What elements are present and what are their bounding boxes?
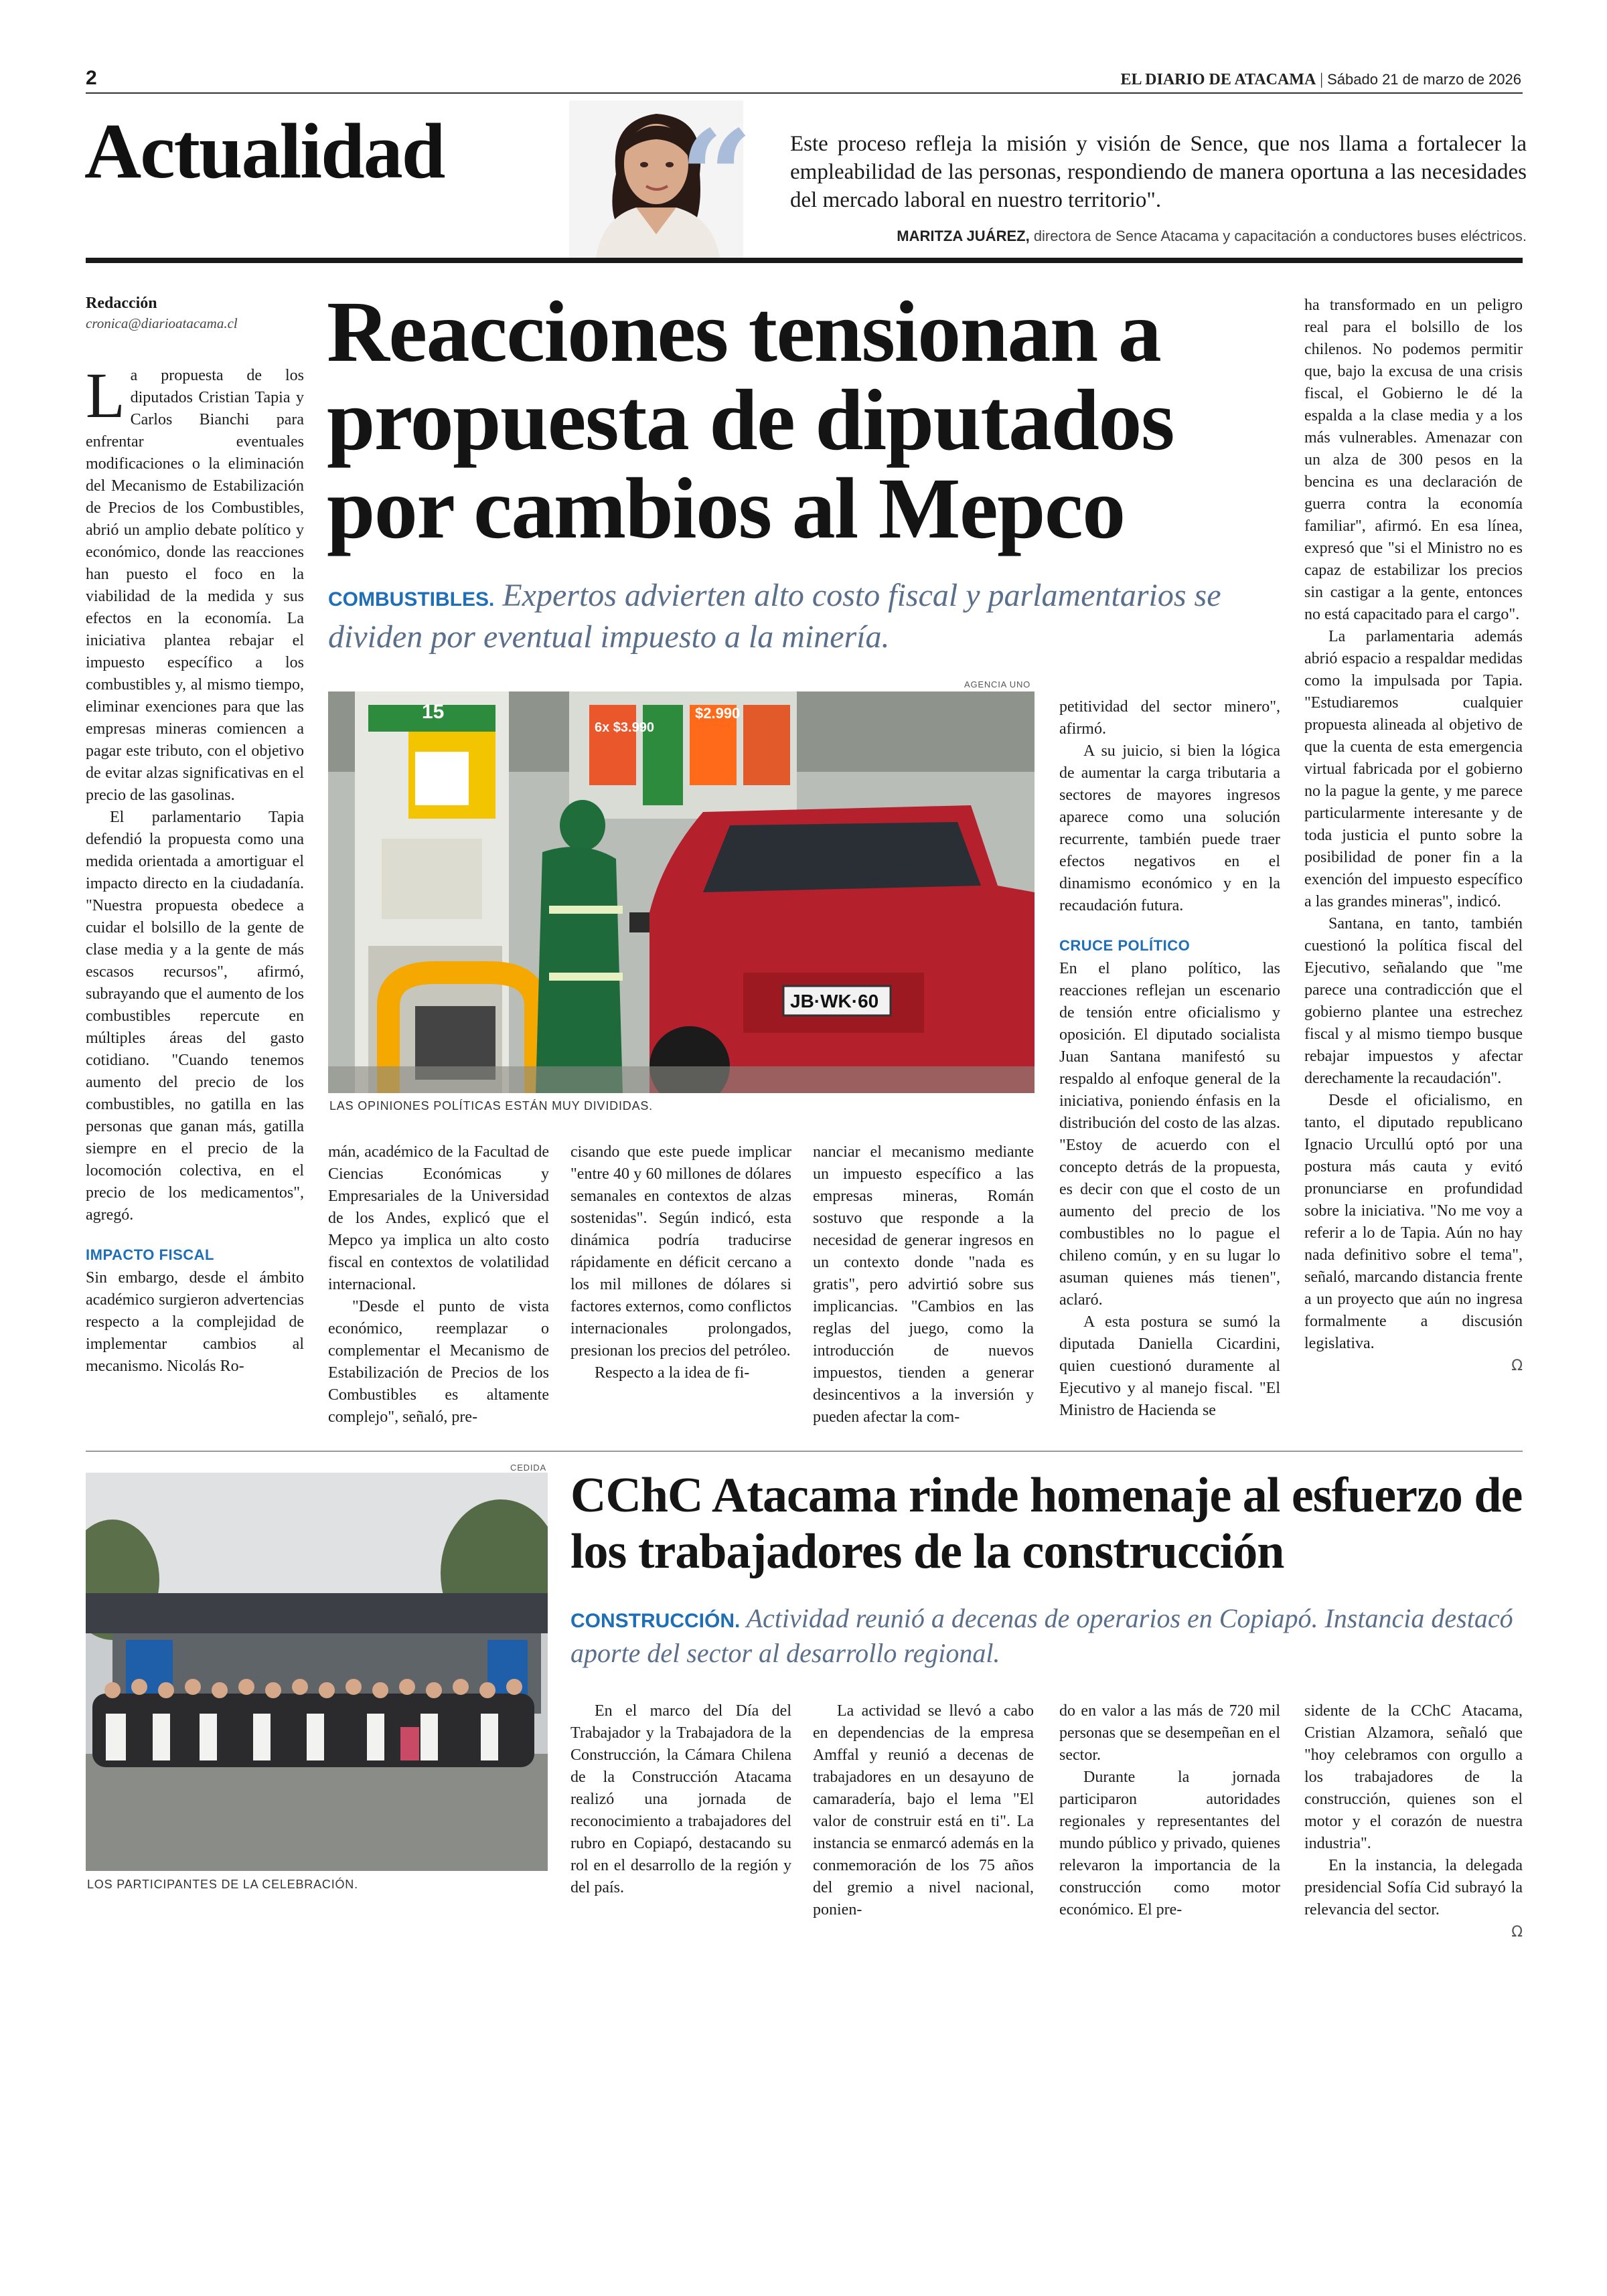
license-plate: JB·WK·60 <box>790 991 879 1011</box>
deck <box>328 577 1292 656</box>
byline <box>86 295 300 332</box>
article2-photo <box>86 1473 548 1871</box>
article2-kicker: CONSTRUCCIÓN. <box>570 1610 741 1632</box>
article1-paragraph: nanciar el mecanismo mediante un impuesto específico a las empresas mineras, Román sostuvo que responde a la necesidad de generar ingresos en un contexto donde "nada es gratis", pero advirtió sobre sus implicancias. "Cambios en las reglas del juego, como la introducción de nuevos impuestos, tienden a generar desincentivos a la inversión y pueden afectar la com- <box>813 1143 1034 1426</box>
article1-column-5 <box>1059 696 1280 1422</box>
article1-paragraph: ha transformado en un peligro real para el bolsillo de los chilenos. No podemos permitir que, bajo la excusa de una crisis fiscal, el Gobierno le dé la espalda a la clase media y a los más vulnerables. Amenazar con un alza de 300 pesos en la bencina es una declaración de guerra contra la economía familiar", afirmó. En esa línea, expresó que "si el Ministro no es capaz de estabilizar los precios sin castigar a la gente, entonces no está capacitado para el cargo". <box>1304 297 1523 623</box>
article2-column-2 <box>813 1700 1034 1921</box>
article2-paragraph: En la instancia, la delegada presidencial Sofía Cid subrayó la relevancia del sector. <box>1304 1857 1523 1918</box>
article1-paragraph: Respecto a la idea de fi- <box>595 1364 750 1382</box>
article1-paragraph: A esta postura se sumó la diputada Daniella Cicardini, quien cuestionó duramente al Ejecutivo y al manejo fiscal. "El Ministro de Hacienda se <box>1059 1313 1280 1419</box>
byline-author: Redacción <box>86 295 157 312</box>
photo2-credit: CEDIDA <box>510 1463 546 1473</box>
article1-paragraph: En el plano político, las reacciones reflejan un escenario de tensión entre oficialismo y oposición. El diputado socialista Juan Santana manifestó su respaldo al enfoque general de la iniciativa, poniendo énfasis en la distribución del costo de las alzas. "Estoy de acuerdo con el concepto detrás de la propuesta, es decir con que el costo de un aumento del precio de los combustibles no lo pague el chileno común, y en su lugar lo asuman quienes más tienen", aclaró. <box>1059 960 1280 1309</box>
article1-column-3 <box>570 1141 791 1384</box>
article1-paragraph: "Desde el punto de vista económico, reemplazar o complementar el Mecanismo de Estabilización de Precios de los Combustibles es altamente complejo", señaló, pre- <box>328 1298 549 1426</box>
byline-email: cronica@diarioatacama.cl <box>86 315 238 331</box>
quote-mark-icon: “ <box>680 102 753 252</box>
subhead-cruce-politico: CRUCE POLÍTICO <box>1059 937 1191 954</box>
sign-promo: 15 <box>422 701 445 723</box>
article2-paragraph: Durante la jornada participaron autoridades regionales y representantes del mundo público y privado, quienes relevaron la importancia de la construcción como motor económico. El pre- <box>1059 1769 1280 1918</box>
article1-paragraph: Sin embargo, desde el ámbito académico surgieron advertencias respecto a la complejidad de implementar cambios al mecanismo. Nicolás Ro- <box>86 1269 304 1375</box>
header-rule <box>86 92 1523 94</box>
article2-paragraph: En el marco del Día del Trabajador y la Trabajadora de la Construcción, la Cámara Chilena de la Construcción Atacama realizó una jornada de reconocimiento a trabajadores del rubro en Copiapó, destacando su rol en el desarrollo de la región y del país. <box>570 1702 791 1896</box>
article1-column-4 <box>813 1141 1034 1428</box>
sign-price-1: $2.990 <box>695 705 741 722</box>
article2-deck <box>570 1603 1521 1669</box>
group-photo <box>86 1473 548 1871</box>
subhead-impacto-fiscal: IMPACTO FISCAL <box>86 1246 214 1263</box>
article1-paragraph: cisando que este puede implicar "entre 40 y 60 millones de dólares semanales en contextos de alzas sostenidas". Según indicó, esta dinámica podría traducirse rápidamente en déficit cercano a los mil millones de dólares si factores externos, como conflictos internacionales prolongados, presionan los precios del petróleo. <box>570 1143 791 1360</box>
article-photo <box>328 691 1035 1093</box>
masthead-line <box>1120 71 1521 89</box>
article1-column-6 <box>1304 295 1523 1377</box>
article2-column-4 <box>1304 1700 1523 1943</box>
article1-column-1 <box>86 359 304 1378</box>
article1-paragraph: mán, académico de la Facultad de Ciencias Económicas y Empresariales de la Universidad de los Andes, explicó que el Mepco ya implica un alto costo fiscal en contextos de volatilidad internacional. <box>328 1143 549 1293</box>
photo-credit: AGENCIA UNO <box>964 679 1031 689</box>
photo-caption: LAS OPINIONES POLÍTICAS ESTÁN MUY DIVIDIDAS. <box>329 1099 653 1113</box>
article1-paragraph: A su juicio, si bien la lógica de aumentar la carga tributaria a sectores de mayores ingresos aparece como una solución recurrente, también puede traer efectos negativos en el dinamismo económico y en la recaudación futura. <box>1059 742 1280 914</box>
deck-text: Expertos advierten alto costo fiscal y parlamentarios se dividen por eventual impuesto a la minería. <box>328 578 1221 655</box>
section-rule <box>86 258 1523 263</box>
article1-lead-paragraph <box>86 359 304 807</box>
header-date: Sábado 21 de marzo de 2026 <box>1327 71 1521 88</box>
gas-station-photo <box>328 691 1035 1093</box>
newspaper-name: EL DIARIO DE ATACAMA <box>1120 71 1316 88</box>
article1-paragraph: El parlamentario Tapia defendió la propuesta como una medida orientada a amortiguar el impacto directo en la ciudadanía. "Nuestra propuesta obedece a cuidar el bolsillo de la gente de clase media y a la gente de más escasos recursos", afirmó, subrayando que el aumento de los combustibles repercute en múltiples áreas del gasto cotidiano. "Cuando tenemos aumento del precio de los combustibles, no gatilla en las personas que ganan más, gatilla siempre en el precio de la locomoción colectiva, en el precio de los medicamentos", agregó. <box>86 809 304 1224</box>
article2-paragraph: sidente de la CChC Atacama, Cristian Alzamora, señaló que "hoy celebramos con orgullo a los trabajadores de la construcción, quienes son el motor y el corazón de nuestra industria". <box>1304 1702 1523 1852</box>
article1-paragraph: La parlamentaria además abrió espacio a respaldar medidas como la impulsada por Tapia. "Estudiaremos cualquier propuesta alineada al objetivo de que la cuenta de esta emergencia virtual fabricada por el gobierno no la pague la gente, y me parece particularmente interesante y de toda justicia el punto sobre la posibilidad de poner fin a la exención del impuesto específico a las grandes mineras", indicó. <box>1304 628 1523 910</box>
photo2-caption: LOS PARTICIPANTES DE LA CELEBRACIÓN. <box>87 1878 358 1891</box>
section-title: Actualidad <box>84 107 445 195</box>
article1-column-2 <box>328 1141 549 1428</box>
header-separator: | <box>1320 71 1328 88</box>
deck-kicker: COMBUSTIBLES. <box>328 588 495 610</box>
sign-price-2: 6x $3.990 <box>595 720 654 735</box>
quote-author: MARITZA JUÁREZ, <box>897 228 1030 244</box>
article2-headline: CChC Atacama rinde homenaje al esfuerzo de los trabajadores de la construcción <box>570 1468 1523 1579</box>
headline: Reacciones tensionan a propuesta de diputados por cambios al Mepco <box>327 284 1174 557</box>
quote-text: Este proceso refleja la misión y visión de Sence, que nos llama a fortalecer la empleabilidad de las personas, respondiendo de manera oportuna a las necesidades del mercado laboral en nuestro territorio". <box>790 132 1527 212</box>
lead-text: a propuesta de los diputados Cristian Tapia y Carlos Bianchi para enfrentar eventuales modificaciones o la eliminación del Mecanismo de Estabilización de Precios de los Combustibles, abrió un amplio debate político y económico, donde las reacciones han puesto el foco en la viabilidad de la medida y sus efectos en la economía. La iniciativa plantea rebajar el impuesto específico a los combustibles y, al mismo tiempo, eliminar exenciones para que las empresas mineras comiencen a pagar este tributo, con el objetivo de evitar alzas significativas en el precio de las gasolinas. <box>86 367 304 804</box>
article-divider <box>86 1451 1523 1452</box>
end-mark-icon: Ω <box>1511 1358 1523 1374</box>
article2-paragraph: La actividad se llevó a cabo en dependencias de la empresa Amffal y reunió a decenas de trabajadores en un desayuno de camaradería, bajo el lema "El valor de construir está en ti". La instancia se enmarcó además en la conmemoración de los 75 años del gremio a nivel nacional, ponien- <box>813 1702 1034 1918</box>
article1-paragraph: Santana, en tanto, también cuestionó la política fiscal del Ejecutivo, señalando que "me parece una contradicción que el gobierno plantee una estrechez fiscal y al mismo tiempo busque rebajar impuestos y afectar derechamente la recaudación". <box>1304 915 1523 1087</box>
end-mark-icon: Ω <box>1511 1924 1523 1941</box>
article1-paragraph: petitividad del sector minero", afirmó. <box>1059 698 1280 738</box>
quote-author-role: directora de Sence Atacama y capacitación a conductores buses eléctricos. <box>1033 228 1527 244</box>
article2-column-1 <box>570 1700 791 1899</box>
drop-cap: L <box>86 359 125 431</box>
article2-deck-text: Actividad reunió a decenas de operarios en Copiapó. Instancia destacó aporte del sector al desarrollo regional. <box>570 1603 1513 1668</box>
article1-paragraph: Desde el oficialismo, en tanto, el diputado republicano Ignacio Urcullú optó por una postura más cauta y evitó pronunciarse en profundidad sobre la iniciativa. "No me voy a referir a lo de Tapia. Aún no hay nada definitivo sobre el tema", señaló, marcando distancia frente a un proyecto que aún no ingresa formalmente a discusión legislativa. <box>1304 1092 1523 1352</box>
article2-column-3 <box>1059 1700 1280 1921</box>
page-number: 2 <box>86 67 97 89</box>
quote-attribution <box>817 228 1527 245</box>
article2-paragraph: do en valor a las más de 720 mil personas que se desempeñan en el sector. <box>1059 1702 1280 1764</box>
